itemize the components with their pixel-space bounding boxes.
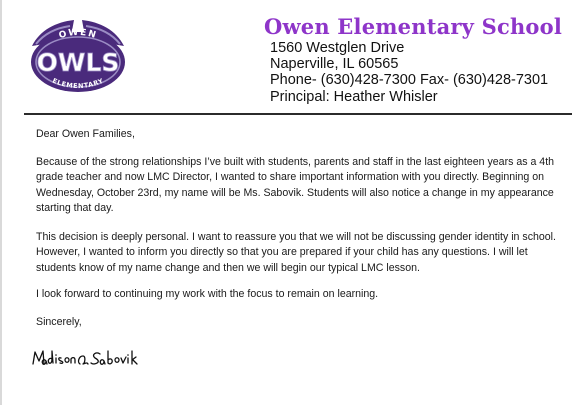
logo-top-text: OWEN	[57, 27, 99, 42]
address-line-2: Naperville, IL 60565	[270, 56, 399, 73]
paragraph-1: Because of the strong relationships I’ve built with students, parents and staff in the last eighteen years as a 4th grade teacher and now LMC Director, I wanted to share important information with you directly. Beginning on Wednesday, October 23rd, my name will be Ms. Sabovik. Students will also notice a change in my appearance starting that day.	[36, 155, 555, 214]
principal-line: Principal: Heather Whisler	[270, 88, 438, 105]
school-name: Owen Elementary School	[264, 14, 563, 39]
signature	[30, 346, 148, 370]
paragraph-3: I look forward to continuing my work with the focus to remain on learning.	[36, 288, 379, 300]
address-line-1: 1560 Westglen Drive	[270, 40, 405, 56]
logo-bottom-text: ELEMENTARY	[51, 76, 105, 91]
owls-logo	[26, 12, 130, 100]
letterhead-divider	[24, 113, 572, 115]
paragraph-2: This decision is deeply personal. I want to reassure you that we will not be discussing gender identity in school. However, I wanted to inform you directly so that you are prepared if your child has any questions. I will let students know of my name change and then we will begin our typical LMC lesson.	[36, 230, 556, 274]
salutation: Dear Owen Families,	[36, 128, 135, 140]
letter-body	[36, 127, 560, 342]
school-contact-block	[270, 40, 548, 105]
logo-main-text: OWLS	[36, 48, 120, 77]
closing: Sincerely,	[36, 315, 82, 328]
phone-fax-line: Phone- (630)428-7300 Fax- (630)428-7301	[270, 72, 549, 89]
